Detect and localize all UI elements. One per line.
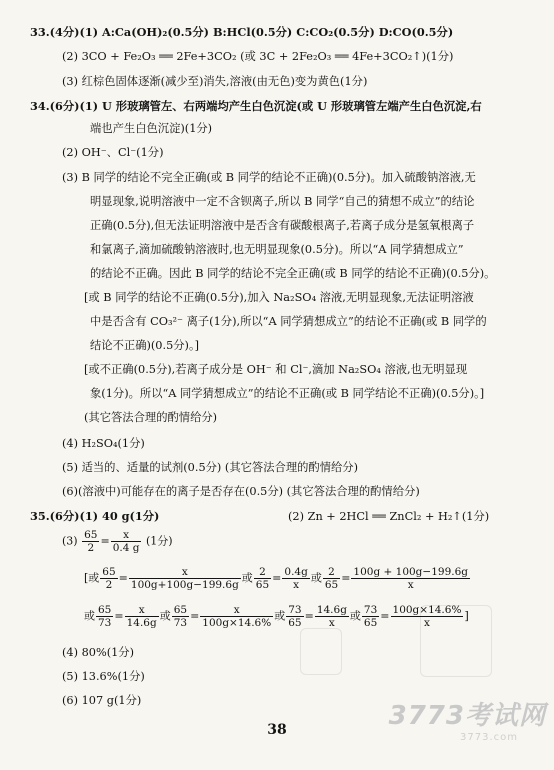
watermark-logo: 3773考试网 bbox=[388, 701, 546, 731]
q35-alt-proportions-2: 或 $\frac{65}{73}$ = $\frac{x}{14.6g}$ 或 $\frac{65}{73}$ = $\frac{x}{100g\times 14.6\%}$ 或 $\frac{73}{65}$ = $\frac{14.6g}{x}$ 或 $\frac{73}{65}$ = $\frac{100g\times 14.6\%}{x}$ ] bbox=[84, 604, 469, 629]
watermark-url: 3773.com bbox=[460, 732, 518, 743]
q34-line-17: (6)(溶液中)可能存在的离子是否存在(0.5分) (其它答法合理的酌情给分) bbox=[62, 485, 420, 498]
fraction: $\frac{2}{65}$ bbox=[255, 566, 270, 591]
q34-line-15: (4) H₂SO₄(1分) bbox=[62, 437, 145, 450]
fraction: $\frac{x}{100g+100g-199.6g}$ bbox=[130, 566, 239, 591]
q35-equation: (2) Zn + 2HCl ══ ZnCl₂ + H₂↑(1分) bbox=[288, 510, 490, 523]
q35-part3-label: (3) bbox=[62, 534, 78, 548]
q34-line-7: 和氯离子,滴加硫酸钠溶液时,也无明显现象(0.5分)。所以“A 同学猜想成立” bbox=[90, 243, 464, 256]
q34-line-6: 正确(0.5分),但无法证明溶液中是否含有碳酸根离子,若离子成分是氢氧根离子 bbox=[90, 219, 475, 232]
q35-alt-proportions-1: [或 $\frac{65}{2}$ = $\frac{x}{100g+100g-199.6g}$ 或 $\frac{2}{65}$ = $\frac{0.4g}{x}$ 或 $\frac{2}{65}$ = $\frac{100g + 100g-199.6g}{x}$ bbox=[84, 566, 468, 591]
fraction: $\frac{100g\times 14.6\%}{x}$ bbox=[392, 604, 462, 629]
q35-part3-score: (1分) bbox=[145, 534, 173, 548]
fraction: $\frac{x}{0.4 g}$ bbox=[112, 529, 140, 554]
fraction: $\frac{73}{65}$ bbox=[288, 604, 302, 629]
q35-line-4: (4) 80%(1分) bbox=[62, 646, 135, 659]
fraction: $\frac{x}{14.6g}$ bbox=[126, 604, 157, 629]
q33-line-1: 33.(4分)(1) A:Ca(OH)₂(0.5分) B:HCl(0.5分) C:CO₂(0.5分) D:CO(0.5分) bbox=[30, 25, 454, 39]
q34-line-8: 的结论不正确。因此 B 同学的结论不完全正确(或 B 同学的结论不正确)(0.5分)。 bbox=[90, 267, 496, 280]
q34-line-13: 象(1分)。所以“A 同学猜想成立”的结论不正确(或 B 同学结论不正确)(0.5分)。] bbox=[90, 387, 485, 400]
fraction: $\frac{2}{65}$ bbox=[324, 566, 339, 591]
q34-line-4: (3) B 同学的结论不完全正确(或 B 同学的结论不正确)(0.5分)。加入硫酸钠溶液,无 bbox=[62, 171, 476, 184]
q34-line-9: [或 B 同学的结论不正确(0.5分),加入 Na₂SO₄ 溶液,无明显现象,无法证明溶液 bbox=[84, 291, 474, 304]
q35-head: 35.(6分)(1) 40 g(1分) bbox=[30, 509, 160, 523]
q35-line-5: (5) 13.6%(1分) bbox=[62, 670, 145, 683]
fraction: $\frac{73}{65}$ bbox=[363, 604, 378, 629]
q34-line-10: 中是否含有 CO₃²⁻ 离子(1分),所以“A 同学猜想成立”的结论不正确(或 B 同学的 bbox=[90, 315, 487, 328]
q34-line-3: (2) OH⁻、Cl⁻(1分) bbox=[62, 146, 164, 159]
q33-line-3: (3) 红棕色固体逐渐(减少至)消失,溶液(由无色)变为黄色(1分) bbox=[62, 75, 368, 88]
q35-line-6: (6) 107 g(1分) bbox=[62, 694, 142, 707]
q34-line-16: (5) 适当的、适量的试剂(0.5分) (其它答法合理的酌情给分) bbox=[62, 461, 359, 474]
fraction: $\frac{14.6g}{x}$ bbox=[316, 604, 347, 629]
q35-part3-proportion: (3) $\frac{65}{2}$ = $\frac{x}{0.4 g}$ (1分) bbox=[62, 529, 173, 554]
q34-line-1: 34.(6分)(1) U 形玻璃管左、右两端均产生白色沉淀(或 U 形玻璃管左端产生白色沉淀,右 bbox=[30, 99, 482, 113]
q33-line-2: (2) 3CO + Fe₂O₃ ══ 2Fe+3CO₂ (或 3C + 2Fe₂O₃ ══ 4Fe+3CO₂↑)(1分) bbox=[62, 50, 454, 63]
fraction: $\frac{65}{73}$ bbox=[98, 604, 112, 629]
fraction: $\frac{x}{100g\times 14.6\%}$ bbox=[202, 604, 272, 629]
fraction: $\frac{100g + 100g-199.6g}{x}$ bbox=[353, 566, 468, 591]
site-watermark bbox=[389, 700, 546, 743]
q34-line-11: 结论不正确)(0.5分)。] bbox=[90, 339, 200, 352]
q34-line-5: 明显现象,说明溶液中一定不含钡离子,所以 B 同学“自己的猜想不成立”的结论 bbox=[90, 195, 475, 208]
bleed-through-box bbox=[300, 628, 342, 675]
page-number: 38 bbox=[267, 722, 287, 738]
fraction: $\frac{65}{2}$ bbox=[84, 529, 98, 554]
q34-line-2: 端也产生白色沉淀)(1分) bbox=[90, 122, 213, 135]
q34-line-14: (其它答法合理的酌情给分) bbox=[84, 411, 218, 424]
q34-line-12: [或不正确(0.5分),若离子成分是 OH⁻ 和 Cl⁻,滴加 Na₂SO₄ 溶液,也无明显现 bbox=[84, 363, 468, 376]
fraction: $\frac{65}{2}$ bbox=[102, 566, 116, 591]
fraction: $\frac{0.4g}{x}$ bbox=[284, 566, 308, 591]
fraction: $\frac{65}{73}$ bbox=[173, 604, 188, 629]
